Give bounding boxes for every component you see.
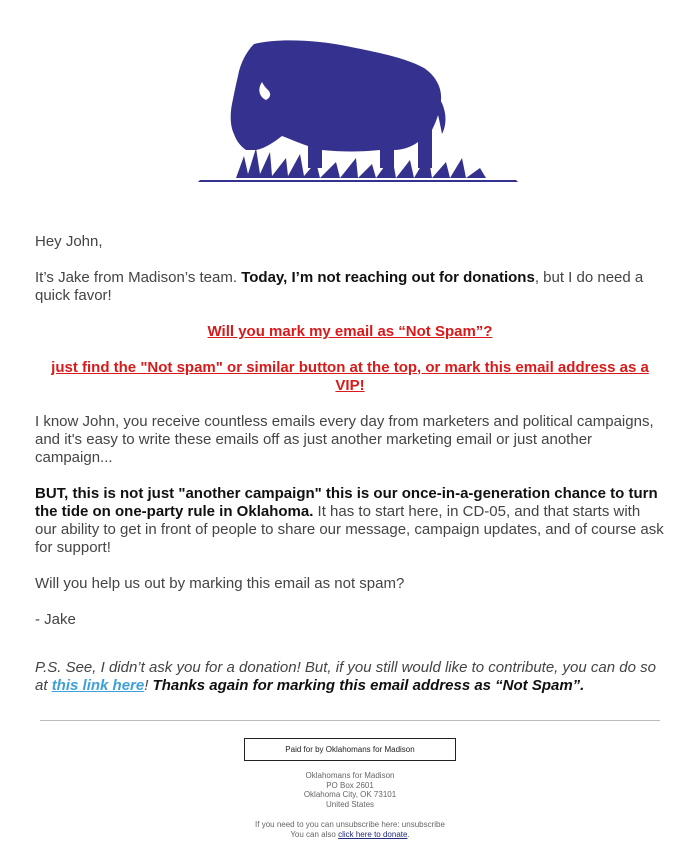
grass bbox=[236, 148, 486, 178]
body-paragraph-campaign bbox=[35, 485, 665, 557]
footer-links bbox=[0, 820, 700, 839]
ps-bold-text: Thanks again for marking this email address as “Not Spam”. bbox=[148, 677, 585, 694]
body-paragraph-marketers: I know John, you receive countless emails every day from marketers and political campaigns, and it's easy to write these emails off as just another marketing email or just another campaign... bbox=[35, 413, 654, 466]
bison-logo bbox=[196, 38, 520, 188]
donate-prefix: You can also bbox=[290, 829, 339, 839]
address-line: Oklahoma City, OK 73101 bbox=[303, 790, 397, 799]
address-line: Oklahomans for Madison bbox=[305, 771, 395, 780]
bison-icon bbox=[196, 38, 520, 188]
ps-exclaim: ! bbox=[144, 677, 149, 694]
mailing-address bbox=[0, 771, 700, 809]
donate-suffix: . bbox=[407, 829, 410, 839]
not-spam-instructions: just find the "Not spam" or similar button at the top, or mark this email address as a VIP! bbox=[51, 359, 649, 394]
ground-line bbox=[198, 180, 518, 182]
donate-link[interactable]: click here to donate bbox=[338, 829, 408, 839]
footer-divider bbox=[40, 720, 660, 721]
signature: - Jake bbox=[35, 611, 76, 628]
address-line: PO Box 2601 bbox=[326, 780, 374, 790]
intro-text-2: , but I do need a quick favor! bbox=[35, 269, 644, 304]
intro-bold-text: Today, I’m not reaching out for donations bbox=[241, 269, 535, 286]
not-spam-ask-headline: Will you mark my email as “Not Spam”? bbox=[207, 323, 493, 340]
postscript bbox=[35, 659, 665, 695]
greeting: Hey John, bbox=[35, 233, 103, 250]
unsubscribe-text[interactable]: If you need to you can unsubscribe here: unsubscribe bbox=[255, 820, 445, 829]
email-body bbox=[35, 233, 665, 695]
address-line: United States bbox=[325, 799, 375, 809]
help-question: Will you help us out by marking this email as not spam? bbox=[35, 575, 405, 592]
paid-for-disclaimer: Paid for by Oklahomans for Madison bbox=[244, 738, 456, 761]
intro-paragraph bbox=[35, 269, 665, 305]
ps-text: P.S. See, I didn’t ask you for a donation! But, if you still would like to contribute, you can do so at bbox=[35, 659, 656, 694]
intro-text-1: It’s Jake from Madison’s team. bbox=[35, 269, 242, 286]
donation-link[interactable]: this link here bbox=[51, 677, 145, 694]
bison-body bbox=[231, 40, 441, 168]
campaign-bold-text: BUT, this is not just "another campaign" this is our once-in-a-generation chance to turn the tide on one-party rule in Oklahoma. bbox=[35, 485, 658, 520]
donate-line bbox=[0, 830, 700, 840]
campaign-rest-text: It has to start here, in CD-05, and that starts with our ability to get in front of people to share our message, campaign updates, and of course ask for support! bbox=[35, 503, 664, 556]
